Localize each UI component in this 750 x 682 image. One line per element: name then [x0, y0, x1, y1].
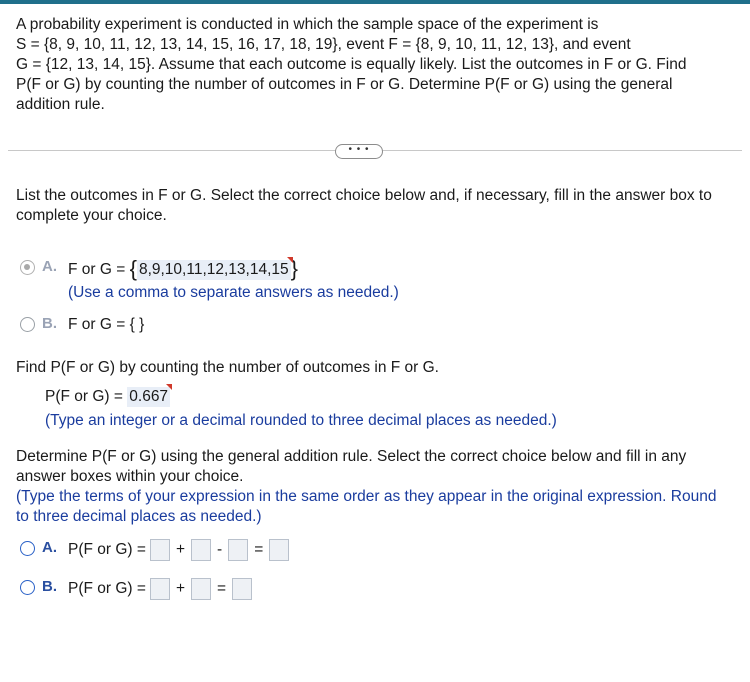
question-line: addition rule. [16, 96, 105, 113]
part3-option-b-row [68, 578, 256, 600]
question-line: P(F or G) by counting the number of outcomes in F or G. Determine P(F or G) using the general [16, 76, 673, 93]
hint-line: to three decimal places as needed.) [16, 508, 262, 525]
part1-option-a-letter: A. [42, 258, 57, 275]
top-accent-bar [0, 0, 750, 4]
part1-option-a-hint: (Use a comma to separate answers as needed.) [68, 284, 399, 301]
part1-option-a-radio[interactable] [20, 260, 35, 275]
question-line: G = {12, 13, 14, 15}. Assume that each outcome is equally likely. List the outcomes in F or G. Find [16, 56, 687, 73]
part1-answer-box[interactable] [137, 260, 291, 280]
part3-prompt [16, 447, 736, 487]
part3-option-a-row [68, 539, 293, 561]
section-divider [8, 142, 742, 162]
expand-question-button[interactable]: • • • [335, 144, 383, 159]
part3-option-a-radio[interactable] [20, 541, 35, 556]
part3-option-b-radio[interactable] [20, 580, 35, 595]
part2-answer-row [45, 387, 170, 407]
option-b-label: P(F or G) = [68, 580, 146, 598]
part2-prompt: Find P(F or G) by counting the number of outcomes in F or G. [16, 359, 439, 376]
result-input[interactable] [232, 578, 252, 600]
option-a-label: F or G = [68, 261, 126, 278]
hint-line: (Type the terms of your expression in the same order as they appear in the original expression. Round [16, 488, 717, 505]
question-line: A probability experiment is conducted in which the sample space of the experiment is [16, 16, 599, 33]
part3-option-a-letter: A. [42, 539, 57, 556]
term-input-2[interactable] [191, 578, 211, 600]
term-input-1[interactable] [150, 539, 170, 561]
plus-sign: + [175, 580, 186, 597]
prompt-line: List the outcomes in F or G. Select the correct choice below and, if necessary, fill in the answer box to [16, 187, 712, 204]
part1-option-b-letter: B. [42, 315, 57, 332]
question-line: S = {8, 9, 10, 11, 12, 13, 14, 15, 16, 17, 18, 19}, event F = {8, 9, 10, 11, 12, 13}, and event [16, 36, 631, 53]
result-input[interactable] [269, 539, 289, 561]
answer-corner-flag [166, 384, 172, 390]
part2-label: P(F or G) = [45, 388, 123, 405]
part1-option-b-radio[interactable] [20, 317, 35, 332]
equals-sign: = [254, 541, 264, 558]
part2-answer-value: 0.667 [129, 388, 169, 405]
term-input-3[interactable] [228, 539, 248, 561]
prompt-line: answer boxes within your choice. [16, 468, 244, 485]
minus-sign: - [217, 541, 223, 558]
brace-close: } [290, 256, 298, 281]
question-text [16, 15, 716, 115]
part2-answer-box[interactable] [127, 387, 170, 407]
part2-hint: (Type an integer or a decimal rounded to three decimal places as needed.) [45, 412, 557, 429]
part1-option-b-label: F or G = { } [68, 316, 145, 333]
plus-sign: + [175, 541, 186, 558]
part1-answer-value: 8,9,10,11,12,13,14,15 [138, 261, 289, 278]
part1-option-a-row [68, 256, 298, 281]
equals-sign: = [217, 580, 227, 597]
option-a-label: P(F or G) = [68, 541, 146, 559]
brace-open: { [129, 256, 137, 281]
part3-hint [16, 487, 741, 527]
part1-prompt [16, 186, 736, 226]
part3-option-b-letter: B. [42, 578, 57, 595]
answer-corner-flag [287, 257, 293, 263]
prompt-line: complete your choice. [16, 207, 167, 224]
term-input-2[interactable] [191, 539, 211, 561]
term-input-1[interactable] [150, 578, 170, 600]
prompt-line: Determine P(F or G) using the general addition rule. Select the correct choice below and fill in any [16, 448, 687, 465]
